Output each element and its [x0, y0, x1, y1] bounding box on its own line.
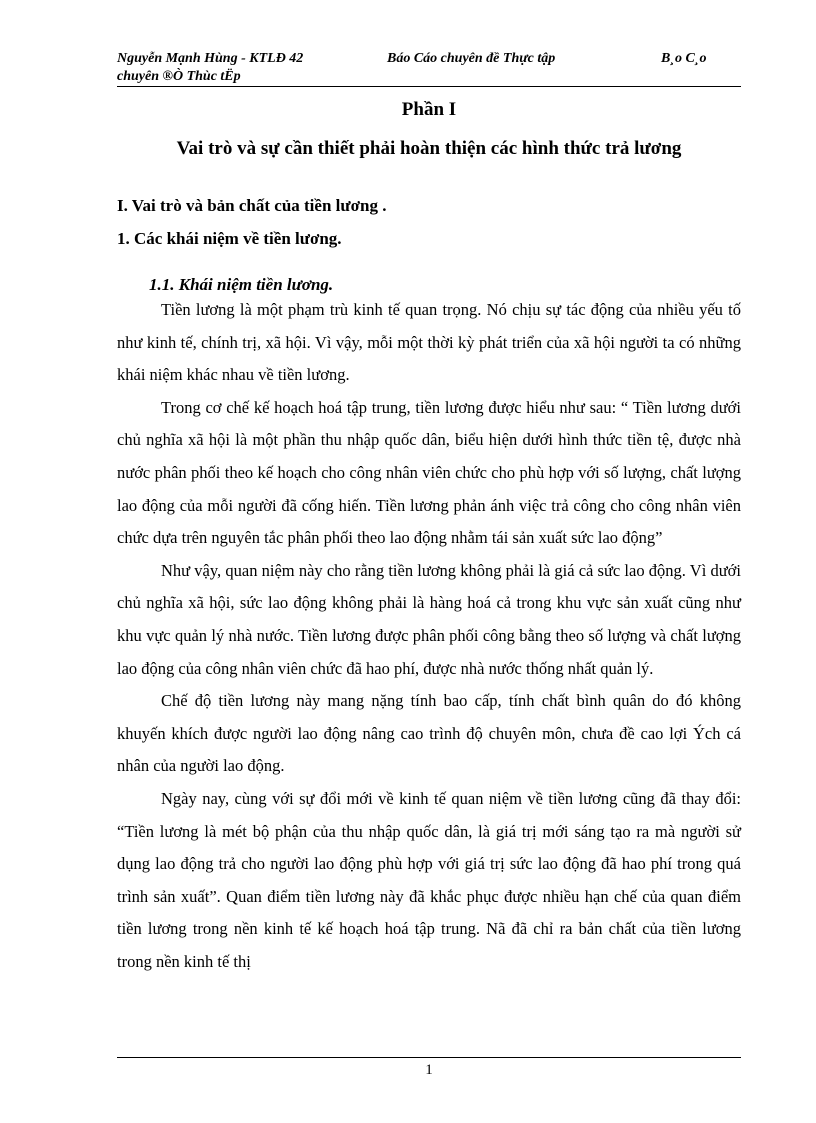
paragraph: Trong cơ chế kế hoạch hoá tập trung, tiền lương được hiểu như sau: “ Tiền lương dưới chủ nghĩa xã hội là một phần thu nhập quốc dân, biểu hiện dưới hình thức tiền tệ, được nhà nước phân phối theo kế hoạch cho công nhân viên chức cho phù hợp với số lượng, chất lượng lao động của mỗi người đã cống hiến. Tiền lương phản ánh việc trả công cho công nhân viên chức dựa trên nguyên tắc phân phối theo lao động nhằm tái sản xuất sức lao động” [117, 397, 741, 548]
paragraph: Ngày nay, cùng với sự đổi mới về kinh tế quan niệm về tiền lương cũng đã thay đổi: “Tiền lương là mét bộ phận của thu nhập quốc dân, là giá trị mới sáng tạo ra mà người sử dụng lao động trả cho người lao động phù hợp với giá trị sức lao động đã hao phí trong quá trình sản xuất”. Quan điểm tiền lương này đã khắc phục được nhiều hạn chế của quan điểm tiền lương trong nền kinh tế kế hoạch hoá tập trung. Nã đã chỉ ra bản chất của tiền lương trong nền kinh tế thị [117, 788, 741, 971]
section-heading-1-1-1: 1.1. Khái niệm tiền lương. [149, 275, 334, 294]
header-divider [117, 86, 741, 87]
paragraph: Tiền lương là một phạm trù kinh tế quan trọng. Nó chịu sự tác động của nhiều yếu tố như kinh tế, chính trị, xã hội. Vì vậy, mỗi một thời kỳ phát triển của xã hội người ta có những khái niệm khác nhau về tiền lương. [117, 300, 741, 385]
paragraph: Chế độ tiền lương này mang nặng tính bao cấp, tính chất bình quân do đó không khuyến khích được người lao động nâng cao trình độ chuyên môn, chưa đề cao lợi Ých cá nhân của người lao động. [117, 691, 741, 776]
header-second-line: chuyên ®Ò Thùc tËp [117, 69, 241, 84]
page-header [117, 50, 741, 90]
paragraph: Như vậy, quan niệm này cho rằng tiền lương không phải là giá cả sức lao động. Vì dưới chủ nghĩa xã hội, sức lao động không phải là hàng hoá cả trong khu vực sản xuất cũng như khu vực quản lý nhà nước. Tiền lương được phân phối công bằng theo số lượng và chất lượng lao động của công nhân viên chức đã hao phí, được nhà nước thống nhất quản lý. [117, 560, 741, 678]
body-text [117, 294, 741, 978]
page-number: 1 [425, 1062, 433, 1078]
footer-divider [117, 1057, 741, 1058]
header-author: Nguyễn Mạnh Hùng - KTLĐ 42 [117, 51, 304, 66]
section-heading-1-1: 1. Các khái niệm về tiền lương. [117, 229, 342, 248]
document-title: Vai trò và sự cần thiết phải hoàn thiện các hình thức trả lương [176, 138, 682, 159]
section-heading-1: I. Vai trò và bản chất của tiền lương . [117, 196, 387, 215]
header-right-label: B¸o C¸o [661, 51, 707, 66]
header-report-title: Báo Cáo chuyên đề Thực tập [387, 51, 556, 66]
part-heading: Phần I [401, 99, 457, 120]
